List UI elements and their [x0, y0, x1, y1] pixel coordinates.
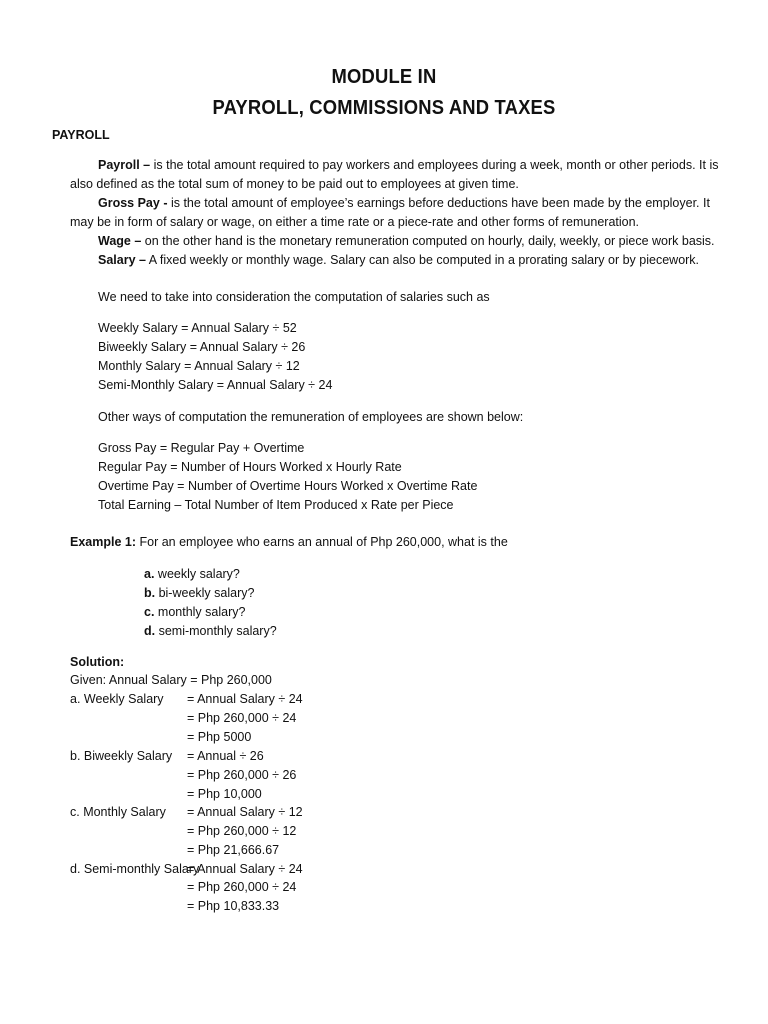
pay-formula: Total Earning – Total Number of Item Produced x Rate per Piece [98, 498, 454, 512]
question-text: monthly salary? [154, 605, 246, 619]
solution-right: = Php 10,833.33 [187, 899, 280, 913]
solution-row [70, 861, 303, 877]
solution-right: = Php 260,000 ÷ 24 [187, 880, 297, 894]
gross-pay-definition [98, 195, 710, 211]
salary-formula: Biweekly Salary = Annual Salary ÷ 26 [98, 340, 306, 354]
question-text: semi-monthly salary? [155, 624, 277, 638]
salary-formula: Semi-Monthly Salary = Annual Salary ÷ 24 [98, 378, 333, 392]
module-subtitle: PAYROLL, COMMISSIONS AND TAXES [212, 97, 556, 119]
solution-right: = Annual Salary ÷ 24 [187, 862, 303, 876]
solution-right: = Annual Salary ÷ 12 [187, 805, 303, 819]
solution-given: Given: Annual Salary = Php 260,000 [70, 673, 272, 687]
payroll-term: Payroll – [98, 158, 151, 172]
question-letter: c. [144, 605, 155, 619]
question-letter: b. [144, 586, 156, 600]
wage-term: Wage – [98, 234, 142, 248]
solution-right: = Php 260,000 ÷ 26 [187, 768, 297, 782]
gross-pay-text-2: may be in form of salary or wage, on either a time rate or a piece-rate and other forms of remuneration. [70, 215, 640, 229]
solution-left: a. Weekly Salary [70, 692, 164, 706]
wage-text: on the other hand is the monetary remuneration computed on hourly, daily, weekly, or piece work basis. [141, 234, 715, 248]
solution-left: c. Monthly Salary [70, 805, 166, 819]
example-question [144, 585, 254, 601]
pay-formula: Gross Pay = Regular Pay + Overtime [98, 441, 305, 455]
salary-formula: Weekly Salary = Annual Salary ÷ 52 [98, 321, 297, 335]
example-question [144, 604, 245, 620]
example-question [144, 566, 240, 582]
solution-row [70, 691, 303, 707]
question-letter: a. [144, 567, 155, 581]
pay-formula: Regular Pay = Number of Hours Worked x Hourly Rate [98, 460, 402, 474]
gross-pay-text-1: is the total amount of employee’s earnings before deductions have been made by the employer. It [167, 196, 710, 210]
example-question [144, 623, 277, 639]
solution-left: b. Biweekly Salary [70, 749, 173, 763]
section-heading-payroll: PAYROLL [52, 128, 110, 142]
other-ways-intro: Other ways of computation the remuneration of employees are shown below: [98, 410, 524, 424]
payroll-definition [98, 157, 718, 173]
solution-row [70, 748, 264, 764]
example-text: For an employee who earns an annual of Php 260,000, what is the [136, 535, 508, 549]
solution-right: = Php 21,666.67 [187, 843, 280, 857]
example-label: Example 1: [70, 535, 137, 549]
solution-right: = Annual Salary ÷ 24 [187, 692, 303, 706]
solution-right: = Php 10,000 [187, 787, 262, 801]
solution-right: = Php 260,000 ÷ 24 [187, 711, 297, 725]
question-text: weekly salary? [154, 567, 240, 581]
question-text: bi-weekly salary? [155, 586, 255, 600]
pay-formula: Overtime Pay = Number of Overtime Hours Worked x Overtime Rate [98, 479, 478, 493]
solution-label: Solution: [70, 655, 125, 669]
solution-right: = Php 260,000 ÷ 12 [187, 824, 297, 838]
payroll-text-1: is the total amount required to pay workers and employees during a week, month or other periods. It is [150, 158, 719, 172]
gross-pay-term: Gross Pay - [98, 196, 168, 210]
question-letter: d. [144, 624, 156, 638]
payroll-text-2: also defined as the total sum of money to be paid out to employees at given time. [70, 177, 519, 191]
solution-right: = Annual ÷ 26 [187, 749, 264, 763]
salary-formula: Monthly Salary = Annual Salary ÷ 12 [98, 359, 300, 373]
module-title: MODULE IN [331, 66, 437, 88]
solution-row [70, 804, 303, 820]
wage-definition [98, 233, 715, 249]
consideration-intro: We need to take into consideration the computation of salaries such as [98, 290, 490, 304]
example-1 [70, 534, 508, 550]
salary-definition [98, 252, 699, 268]
solution-right: = Php 5000 [187, 730, 252, 744]
solution-left: d. Semi-monthly Salary [70, 862, 200, 876]
salary-term: Salary – [98, 253, 146, 267]
salary-text: A fixed weekly or monthly wage. Salary can also be computed in a prorating salary or by piecework. [145, 253, 700, 267]
